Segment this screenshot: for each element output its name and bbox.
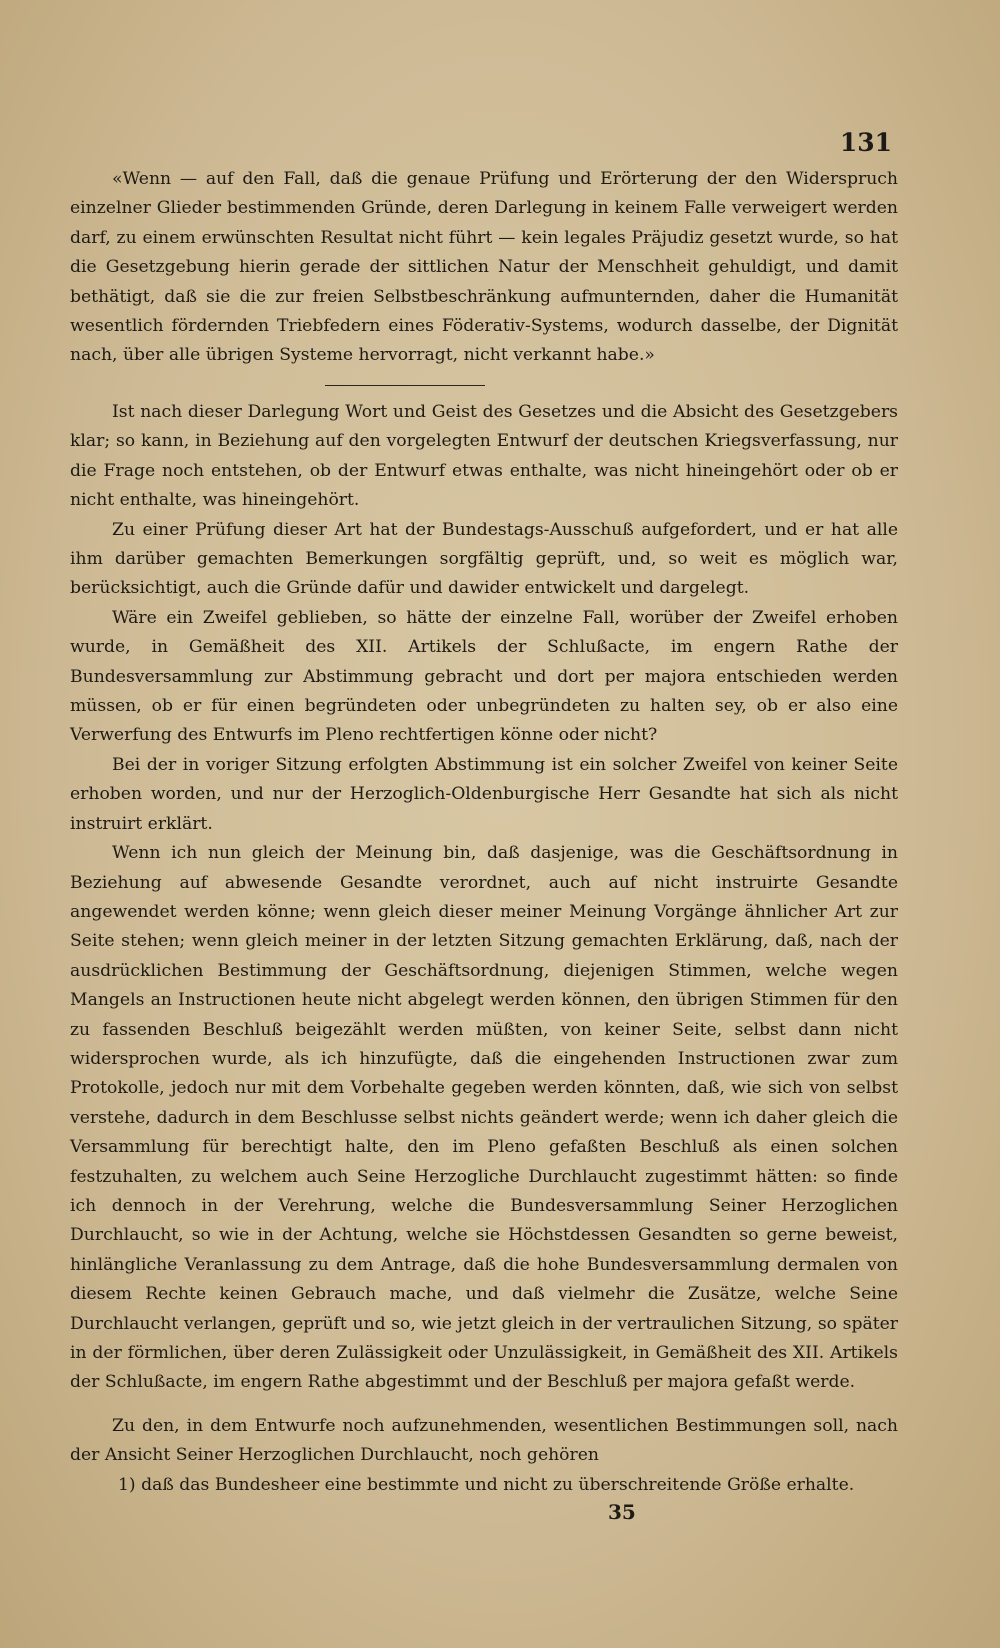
page-number: 131 <box>839 128 892 157</box>
paragraph-2: Zu einer Prüfung dieser Art hat der Bundestags-Ausschuß aufgefordert, und er hat alle ihm darüber gemachten Bemerkungen sorgfältig geprüft, und, so weit es möglich war, berücksichtigt, auch die Gründe dafür und dawider entwickelt und dargelegt. <box>70 519 898 599</box>
body-text <box>70 398 898 1500</box>
list-item-1: 1) daß das Bundesheer eine bestimmte und nicht zu überschreitende Größe erhalte. <box>118 1474 855 1495</box>
paragraph-5: Wenn ich nun gleich der Meinung bin, daß dasjenige, was die Geschäftsordnung in Beziehung auf abwesende Gesandte verordnet, auch auf nicht instruirte Gesandte angewendet werden könne; wenn gleich dieser meiner Meinung Vorgänge ähnlicher Art zur Seite stehen; wenn gleich meiner in der letzten Sitzung gemachten Erklärung, daß, nach der ausdrücklichen Bestimmung der Geschäftsordnung, diejenigen Stimmen, welche wegen Mangels an Instructionen heute nicht abgelegt werden können, den übrigen Stimmen für den zu fassenden Beschluß beigezählt werden müßten, von keiner Seite, selbst dann nicht widersprochen wurde, als ich hinzufügte, daß die eingehenden Instructionen zwar zum Protokolle, jedoch nur mit dem Vorbehalte gegeben werden könnten, daß, wie sich von selbst verstehe, dadurch in dem Beschlusse selbst nichts geändert werde; wenn ich daher gleich die Versammlung für berechtigt halte, den im Pleno gefaßten Beschluß als einen solchen festzuhalten, zu welchem auch Seine Herzogliche Durchlaucht zugestimmt hätten: so finde ich dennoch in der Verehrung, welche die Bundesversammlung Seiner Herzoglichen Durchlaucht, so wie in der Achtung, welche sie Höchstdessen Gesandten so gerne beweist, hinlängliche Veranlassung zu dem Antrage, daß die hohe Bundesversammlung dermalen von diesem Rechte keinen Gebrauch mache, und daß vielmehr die Zusätze, welche Seine Durchlaucht verlangen, geprüft und so, wie jetzt gleich in der vertraulichen Sitzung, so später in der förmlichen, über deren Zulässigkeit oder Unzulässigkeit, in Gemäßheit des XII. Artikels der Schlußacte, im engern Rathe abgestimmt und der Beschluß per majora gefaßt werde. <box>70 843 898 1393</box>
quote-block <box>70 165 898 371</box>
paragraph-1: Ist nach dieser Darlegung Wort und Geist des Gesetzes und die Absicht des Gesetzgebers klar; so kann, in Beziehung auf den vorgelegten Entwurf der deutschen Kriegsverfassung, nur die Frage noch entstehen, ob der Entwurf etwas enthalte, was nicht hineingehört oder ob er nicht enthalte, was hineingehört. <box>70 402 898 511</box>
paragraph-6: Zu den, in dem Entwurfe noch aufzunehmenden, wesentlichen Bestimmungen soll, nach der Ansicht Seiner Herzoglichen Durchlaucht, noch gehören <box>70 1415 898 1466</box>
quote-paragraph: «Wenn — auf den Fall, daß die genaue Prüfung und Erörterung der den Widerspruch einzelner Glieder bestimmenden Gründe, deren Darlegung in keinem Falle verweigert werden darf, zu einem erwünschten Resultat nicht führt — kein legales Präjudiz gesetzt wurde, so hat die Gesetzgebung hierin gerade der sittlichen Natur der Menschheit gehuldigt, und damit bethätigt, daß sie die zur freien Selbstbeschränkung aufmunternden, daher die Humanität wesentlich fördernden Triebfedern eines Föderativ-Systems, wodurch dasselbe, der Dignität nach, über alle übrigen Systeme hervorragt, nicht verkannt habe.» <box>70 169 898 366</box>
paragraph-3: Wäre ein Zweifel geblieben, so hätte der einzelne Fall, worüber der Zweifel erhoben wurde, in Gemäßheit des XII. Artikels der Schlußacte, im engern Rathe der Bundesversammlung zur Abstimmung gebracht und dort per majora entschieden werden müssen, ob er für einen begründeten oder unbegründeten zu halten sey, ob er also eine Verwerfung des Entwurfs im Pleno rechtfertigen könne oder nicht? <box>70 607 898 746</box>
section-divider <box>325 385 485 386</box>
signature-mark: 35 <box>608 1500 636 1524</box>
paragraph-4: Bei der in voriger Sitzung erfolgten Abstimmung ist ein solcher Zweifel von keiner Seite erhoben worden, und nur der Herzoglich-Oldenburgische Herr Gesandte hat sich als nicht instruirt erklärt. <box>70 754 898 834</box>
